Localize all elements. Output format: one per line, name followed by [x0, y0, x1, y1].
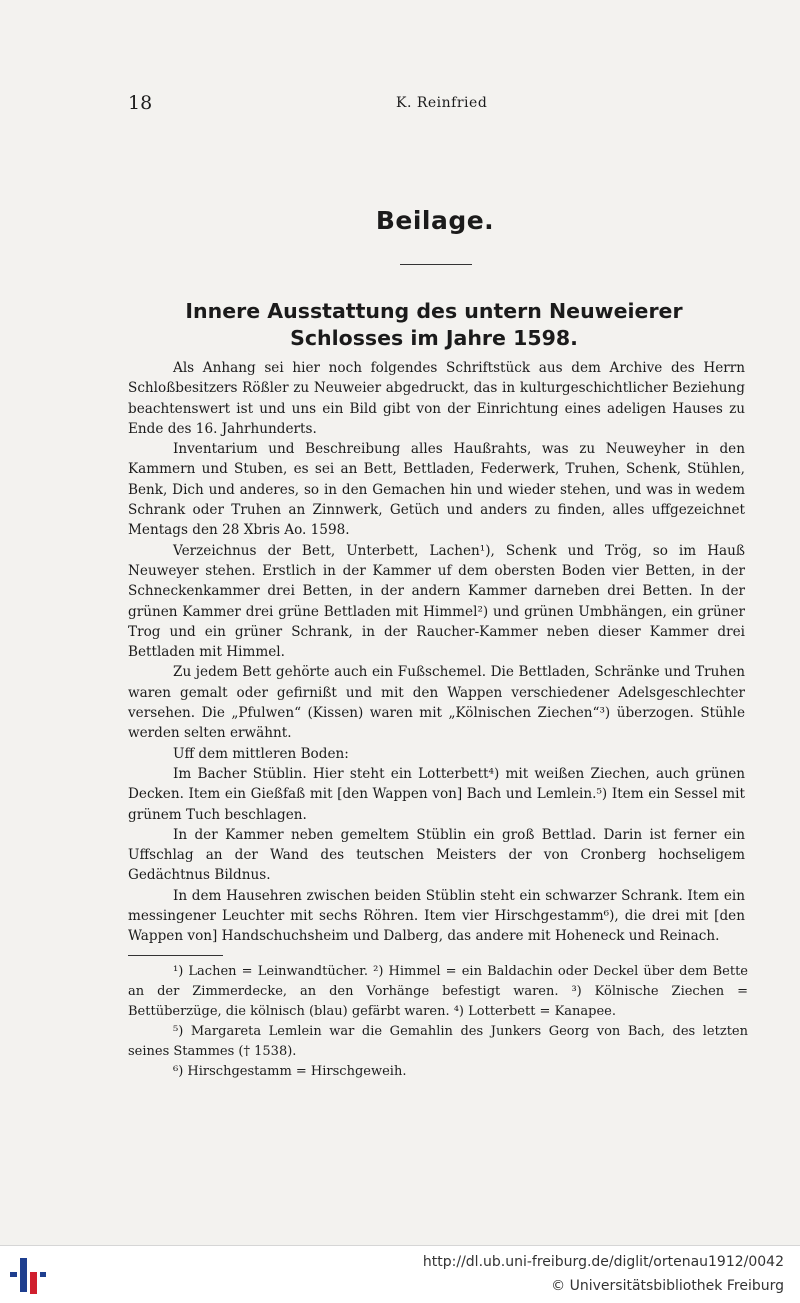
footnote-divider — [128, 955, 223, 956]
running-head: K. Reinfried — [396, 95, 488, 111]
footnote: ¹) Lachen = Leinwandtücher. ²) Himmel = ein Baldachin oder Deckel über dem Bette an der Zimmerdecke, an den Vorhänge befestigt waren. ³) Kölnische Ziechen = Bettüberzüge, die kölnisch (blau) gefärbt waren. ⁴) Lotterbett = Kanapee. — [128, 964, 748, 1019]
paragraph: In der Kammer neben gemeltem Stüblin ein groß Bettlad. Darin ist ferner ein Uffschlag an der Wand des teutschen Meisters der von Cronberg hochseligem Gedächtnus Bildnus. — [128, 826, 745, 884]
paragraph: In dem Hausehren zwischen beiden Stüblin steht ein schwarzer Schrank. Item ein messingener Leuchter mit sechs Röhren. Item vier Hirschgestamm⁶), die drei mit [den Wappen von] Handschuchsheim und Dalberg, das andere mit Hoheneck und Reinach. — [128, 887, 745, 945]
library-logo-icon — [8, 1254, 48, 1296]
paragraph: Verzeichnus der Bett, Unterbett, Lachen¹), Schenk und Trög, so im Hauß Neuweyer stehen. Erstlich in der Kammer uf dem obersten Boden vier Betten, in der Schneckenkammer drei Betten, in der andern Kammer darneben drei Betten. In der grünen Kammer drei grüne Bettladen mit Himmel²) und grünen Umbhängen, ein grüner Trog und ein grüner Schrank, in der Raucher-Kammer neben dieser Kammer drei Bettladen mit Himmel. — [128, 542, 745, 661]
paragraph: Zu jedem Bett gehörte auch ein Fußschemel. Die Bettladen, Schränke und Truhen waren gemalt oder gefirnißt und mit den Wappen verschiedener Adelsgeschlechter versehen. Die „Pfulwen“ (Kissen) waren mit „Kölnischen Ziechen“³) überzogen. Stühle werden selten erwähnt. — [128, 664, 745, 742]
paragraph: Inventarium und Beschreibung alles Haußrahts, was zu Neuweyher in den Kammern und Stuben, es sei an Bett, Bettladen, Federwerk, Truhen, Schenk, Stühlen, Benk, Dich und anderes, so in den Gemachen hin und wieder stehen, und was in wedem Schrank oder Truhen an Zinnwerk, Getüch und anders zu finden, alles uffgezeichnet Mentags den 28 Xbris Ao. 1598. — [128, 441, 745, 539]
viewer-footer — [0, 1245, 800, 1303]
permalink-url[interactable]: http://dl.ub.uni-freiburg.de/diglit/ortenau1912/0042 — [422, 1254, 784, 1270]
page-number: 18 — [128, 92, 153, 114]
footnote: ⁶) Hirschgestamm = Hirschgeweih. — [173, 1064, 407, 1079]
section-subtitle: Innere Ausstattung des untern Neuweierer Schlosses im Jahre 1598. — [185, 299, 683, 350]
paragraph: Uff dem mittleren Boden: — [173, 745, 349, 762]
page-header — [128, 92, 742, 114]
body-text — [128, 358, 745, 947]
copyright-notice: © Universitätsbibliothek Freiburg — [551, 1278, 784, 1294]
footnote: ⁵) Margareta Lemlein war die Gemahlin des Junkers Georg von Bach, des letzten seines Stammes († 1538). — [128, 1024, 748, 1059]
section-title: Beilage. — [375, 206, 495, 235]
paragraph: Als Anhang sei hier noch folgendes Schriftstück aus dem Archive des Herrn Schloßbesitzers Rößler zu Neuweier abgedruckt, das in kulturgeschichtlicher Beziehung beachtenswert ist und uns ein Bild gibt von der Einrichtung eines adeligen Hauses zu Ende des 16. Jahrhunderts. — [128, 360, 745, 437]
title-divider — [400, 264, 472, 265]
paragraph: Im Bacher Stüblin. Hier steht ein Lotterbett⁴) mit weißen Ziechen, auch grünen Decken. Item ein Gießfaß mit [den Wappen von] Bach und Lemlein.⁵) Item ein Sessel mit grünem Tuch beschlagen. — [128, 765, 745, 823]
footnotes — [128, 962, 748, 1082]
